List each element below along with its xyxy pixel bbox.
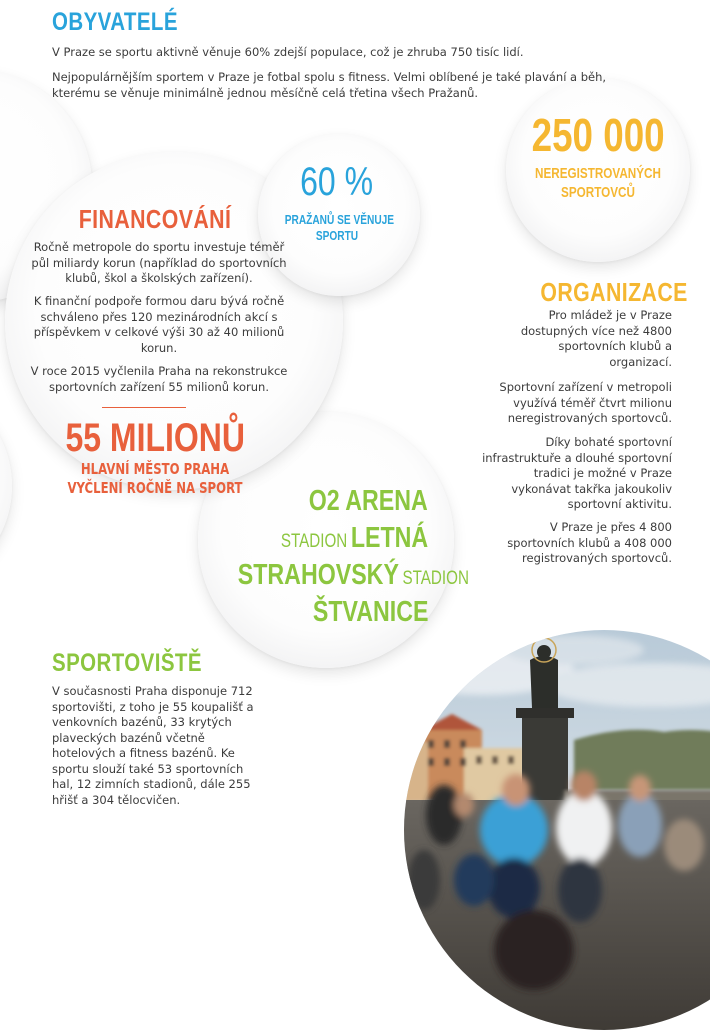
venue-letna-name: LETNÁ: [350, 522, 428, 554]
stat-60-percent: [262, 160, 412, 205]
stat-60-label: [270, 212, 404, 244]
venue-strahov-suffix: STADION: [402, 568, 469, 589]
organization-paragraph-3: Díky bohaté sportovní infrastruktuře a dlouhé sportovní tradici je možné v Praze vykonávat takřka jakoukoliv sportovní aktivitu.: [482, 435, 672, 511]
stat-250000: [506, 108, 690, 162]
venue-stvanice-label: ŠTVANICE: [312, 596, 428, 628]
venue-letna: [200, 522, 428, 555]
stat-250000-value: 250 000: [531, 109, 665, 161]
financing-paragraph-1: Ročně metropole do sportu investuje téměř půl miliardy korun (například do sportovních klubů, škol a školských zařízení).: [31, 240, 287, 285]
intro-paragraph-1: V Praze se sportu aktivně věnuje 60% zdejší populace, což je zhruba 750 tisíc lidí.: [52, 45, 524, 59]
financing-highlight: [20, 416, 290, 461]
venue-letna-prefix: STADION: [280, 531, 348, 552]
stat-250000-label-line-1: NEREGISTROVANÝCH: [535, 165, 661, 182]
venue-strahov: [180, 559, 469, 592]
financing-title: FINANCOVÁNÍ: [78, 204, 232, 234]
intro-paragraph-2: Nejpopulárnějším sportem v Praze je fotbal spolu s fitness. Velmi oblíbené je také plavání a běh, kterému se věnuje minimálně jednou měsíčně celá třetina všech Pražanů.: [52, 70, 607, 100]
bubble-left-edge: [0, 380, 12, 592]
venue-o2-arena-label: O2 ARENA: [308, 485, 428, 517]
financing-paragraph-3: V roce 2015 vyčlenila Praha na rekonstrukce sportovních zařízení 55 milionů korun.: [30, 364, 288, 394]
venue-strahov-name: STRAHOVSKÝ: [237, 559, 399, 591]
runners-photo: [404, 630, 710, 1030]
organization-title-wrap: [430, 277, 688, 308]
stat-60-label-line-2: SPORTU: [315, 228, 359, 243]
facilities-paragraph: V současnosti Praha disponuje 712 sportovišti, z toho je 55 koupališť a venkovních bazénů, 33 krytých plaveckých bazénů včetně hotelových a fitness bazénů. Ke sportu slouží také 53 sportovních hal, 12 zimních stadionů, dále 255 hřišť a 304 tělocvičen.: [52, 684, 254, 807]
facilities-title: SPORTOVIŠTĚ: [52, 649, 202, 677]
financing-paragraph-2: K finanční podpoře formou daru bývá ročně schváleno přes 120 mezinárodních akcí s příspěvkem v celkové výši 30 až 40 milionů korun.: [33, 294, 285, 355]
financing-caption-line-2: VYČLENÍ ROČNĚ NA SPORT: [67, 479, 243, 497]
runners-charles-bridge-photo-icon: [404, 630, 710, 1030]
financing-divider: [102, 407, 186, 408]
stat-60-value: 60 %: [300, 160, 374, 204]
intro-title: OBYVATELÉ: [52, 8, 178, 36]
financing-title-wrap: [25, 204, 285, 235]
organization-paragraph-1: Pro mládež je v Praze dostupných více než 4800 sportovních klubů a organizací.: [520, 308, 672, 369]
organization-paragraph-2: Sportovní zařízení v metropoli využívá téměř čtvrt milionu neregistrovaných sportovců.: [499, 380, 672, 425]
organization-title: ORGANIZACE: [540, 277, 688, 307]
organization-paragraph-4: V Praze je přes 4 800 sportovních klubů a 408 000 registrovaných sportovců.: [507, 520, 672, 565]
financing-highlight-value: 55 MILIONŮ: [65, 416, 245, 460]
venue-o2-arena: [200, 485, 428, 518]
venue-stvanice: [200, 596, 428, 629]
stat-250000-label-line-2: SPORTOVCŮ: [561, 184, 635, 201]
financing-caption-line-1: HLAVNÍ MĚSTO PRAHA: [80, 460, 230, 478]
stat-250000-label: [506, 164, 690, 202]
stat-60-label-line-1: PRAŽANŮ SE VĚNUJE: [284, 212, 395, 227]
